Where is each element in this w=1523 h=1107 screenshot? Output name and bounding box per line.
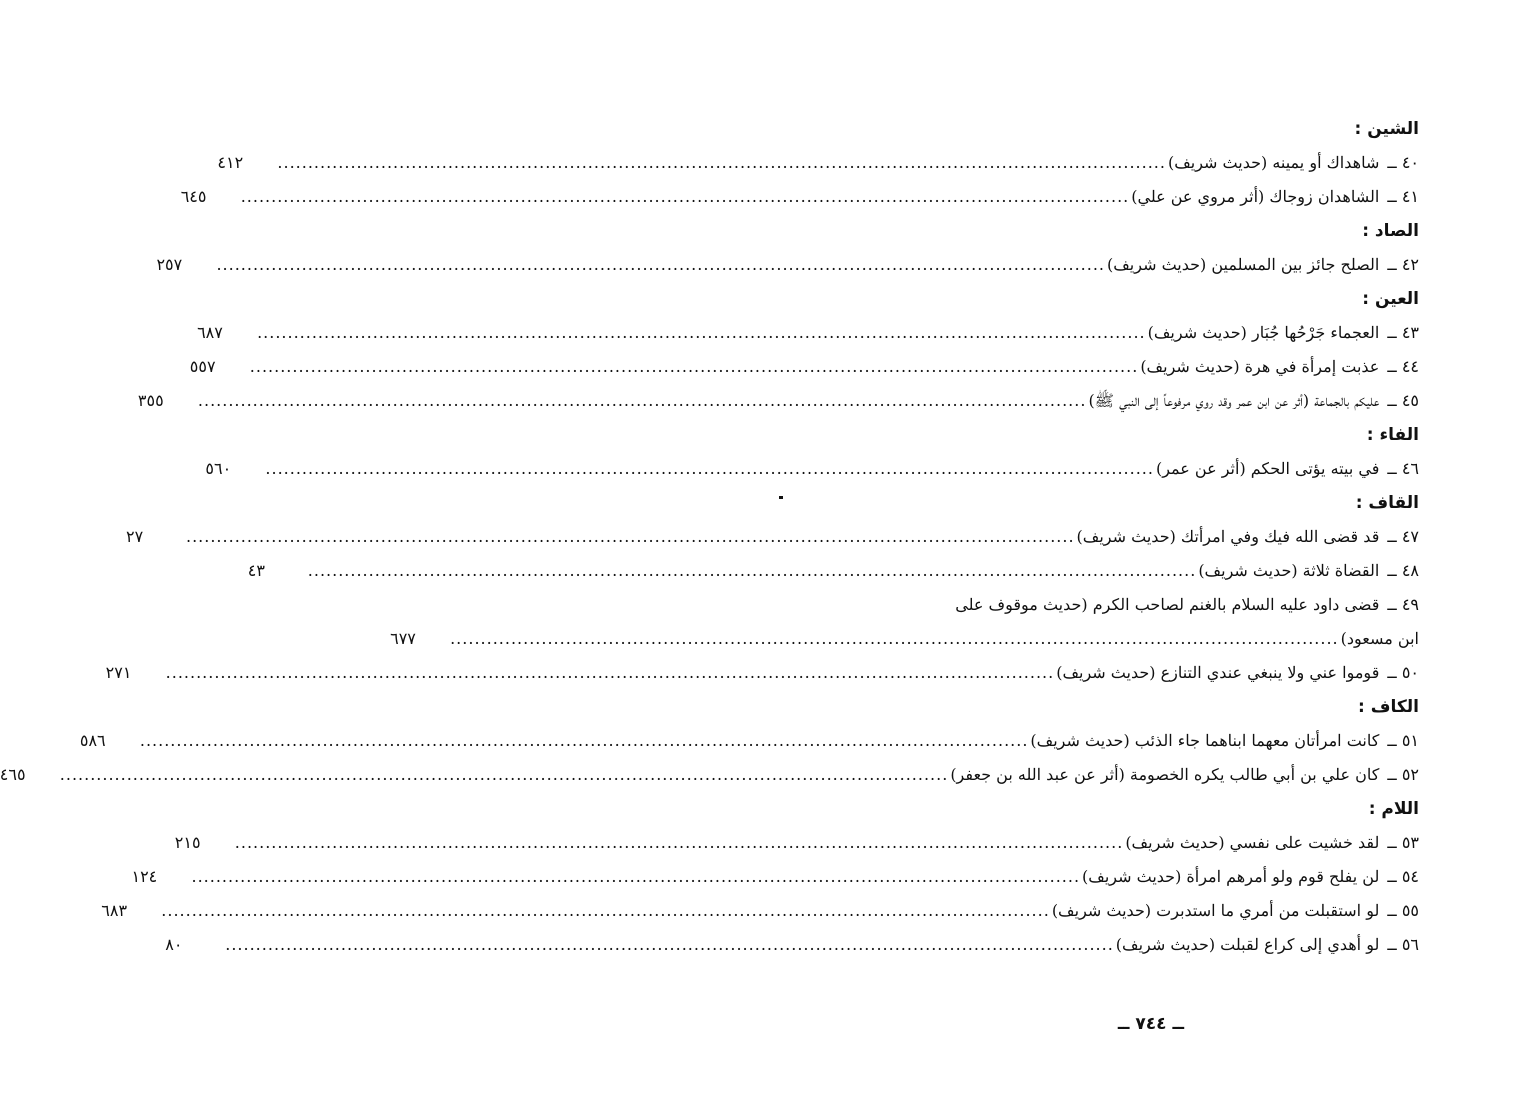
entry-number: ٤٨ ــ (1387, 561, 1419, 580)
index-entry (174, 826, 1419, 860)
section-saad (156, 214, 1419, 282)
page-number: ــ ٧٤٤ ــ (1117, 1014, 1185, 1034)
dot-leader (140, 724, 1029, 758)
entry-text: الشاهدان زوجاك (أثر مروي عن علي) (1131, 187, 1380, 206)
entry-number: ٥٠ ــ (1387, 663, 1419, 682)
index-entry (137, 384, 1419, 418)
entry-page: ٥٦٠ (205, 459, 232, 478)
entry-page: ٦٧٧ (390, 629, 416, 648)
section-title: الفاء : (1366, 425, 1419, 445)
dot-leader (277, 146, 1166, 180)
index-entry (105, 656, 1419, 690)
index-entry (79, 724, 1419, 758)
section-title: العين : (1362, 289, 1419, 309)
dot-leader (308, 554, 1197, 588)
index-entry (217, 146, 1419, 180)
entry-text: لو أهدي إلى كراع لقبلت (حديث شريف) (1115, 935, 1380, 954)
entry-page: ٥٥٧ (189, 357, 216, 376)
entry-text: كان علي بن أبي طالب يكره الخصومة (أثر عن عبد الله بن جعفر) (950, 765, 1380, 784)
dot-leader (225, 928, 1114, 962)
section-faa (205, 418, 1419, 486)
index-entry (131, 860, 1419, 894)
entry-page: ٥٨٦ (79, 731, 106, 750)
section-title: الصاد : (1362, 221, 1419, 241)
entry-page: ٦٨٣ (101, 901, 128, 920)
entry-text: في بيته يؤتى الحكم (أثر عن عمر) (1155, 459, 1380, 478)
entry-number: ٥١ ــ (1387, 731, 1419, 750)
section-sheen (180, 112, 1419, 214)
entry-number: ٥٣ ــ (1387, 833, 1419, 852)
index-entry-continuation (390, 622, 1419, 656)
section-title: الكاف : (1358, 697, 1419, 717)
entry-number: ٤١ ــ (1387, 187, 1419, 206)
entry-number: ٤٤ ــ (1387, 357, 1419, 376)
index-page (0, 112, 1419, 962)
entry-page: ٤٦٥ (0, 765, 26, 784)
index-entry (247, 554, 1419, 588)
index-entry (126, 520, 1419, 554)
dot-leader (257, 316, 1146, 350)
section-title: القاف : (1355, 493, 1419, 513)
entry-number: ٥٥ ــ (1387, 901, 1419, 920)
entry-text: لو استقبلت من أمري ما استدبرت (حديث شريف) (1051, 901, 1380, 920)
entry-text: عذبت إمرأة في هرة (حديث شريف) (1140, 357, 1380, 376)
dot-leader (198, 384, 1087, 418)
entry-number: ٤٧ ــ (1387, 527, 1419, 546)
entry-number: ٥٤ ــ (1387, 867, 1419, 886)
dot-leader (241, 180, 1130, 214)
entry-page: ٢٥٧ (156, 255, 183, 274)
scan-edge-mark (779, 496, 783, 499)
index-entry (180, 180, 1419, 214)
entry-page: ٢١٥ (174, 833, 201, 852)
index-entry (205, 452, 1419, 486)
entry-page: ٤١٢ (217, 153, 244, 172)
index-entry (156, 248, 1419, 282)
index-entry (879, 588, 1419, 622)
section-title: اللام : (1368, 799, 1419, 819)
entry-page: ٢٧١ (105, 663, 132, 682)
entry-text: قضى داود عليه السلام بالغنم لصاحب الكرم (حديث موقوف على (955, 595, 1380, 614)
entry-page: ٣٥٥ (137, 391, 164, 410)
entry-number: ٤٢ ــ (1387, 255, 1419, 274)
section-ain (137, 282, 1419, 418)
entry-page: ٨٠ (165, 935, 183, 954)
entry-number: ٤٠ ــ (1387, 153, 1419, 172)
entry-text: عليكم بالجماعة (أثر عن ابن عمر وقد روي مرفوعاً إلى النبي ﷺ) (1088, 391, 1380, 410)
entry-page: ٦٨٧ (197, 323, 223, 342)
index-entry (197, 316, 1419, 350)
entry-number: ٥٢ ــ (1387, 765, 1419, 784)
dot-leader (250, 350, 1139, 384)
entry-text: الصلح جائز بين المسلمين (حديث شريف) (1107, 255, 1380, 274)
dot-leader (166, 656, 1055, 690)
entry-text: قد قضى الله فيك وفي امرأتك (حديث شريف) (1076, 527, 1380, 546)
entry-number: ٤٣ ــ (1387, 323, 1419, 342)
dot-leader (265, 452, 1154, 486)
entry-number: ٤٦ ــ (1387, 459, 1419, 478)
section-qaaf (105, 486, 1419, 690)
dot-leader (216, 248, 1105, 282)
entry-text: قوموا عني ولا ينبغي عندي التنازع (حديث شريف) (1056, 663, 1380, 682)
section-title: الشين : (1354, 119, 1419, 139)
index-entry (0, 758, 1419, 792)
dot-leader (191, 860, 1080, 894)
index-entry (189, 350, 1419, 384)
dot-leader (450, 622, 1339, 656)
dot-leader (186, 520, 1075, 554)
dot-leader (161, 894, 1050, 928)
entry-number: ٥٦ ــ (1387, 935, 1419, 954)
index-entry (165, 928, 1419, 962)
entry-page: ١٢٤ (131, 867, 158, 886)
entry-text-continuation: ابن مسعود) (1340, 629, 1419, 648)
dot-leader (235, 826, 1124, 860)
entry-number: ٤٩ ــ (1387, 595, 1419, 614)
entry-page: ٢٧ (126, 527, 144, 546)
entry-text: القضاة ثلاثة (حديث شريف) (1198, 561, 1380, 580)
entry-text: لن يفلح قوم ولو أمرهم امرأة (حديث شريف) (1082, 867, 1380, 886)
entry-page: ٤٣ (247, 561, 265, 580)
entry-number: ٤٥ ــ (1387, 391, 1419, 410)
dot-leader (60, 758, 949, 792)
entry-text: العجماء جَرْحُها جُبَار (حديث شريف) (1147, 323, 1380, 342)
section-kaaf (0, 690, 1419, 792)
entry-text: لقد خشيت على نفسي (حديث شريف) (1125, 833, 1380, 852)
index-entry (101, 894, 1419, 928)
entry-text: كانت امرأتان معهما ابناهما جاء الذئب (حديث شريف) (1030, 731, 1380, 750)
entry-text: شاهداك أو يمينه (حديث شريف) (1167, 153, 1380, 172)
entry-page: ٦٤٥ (180, 187, 207, 206)
section-laam (101, 792, 1419, 962)
